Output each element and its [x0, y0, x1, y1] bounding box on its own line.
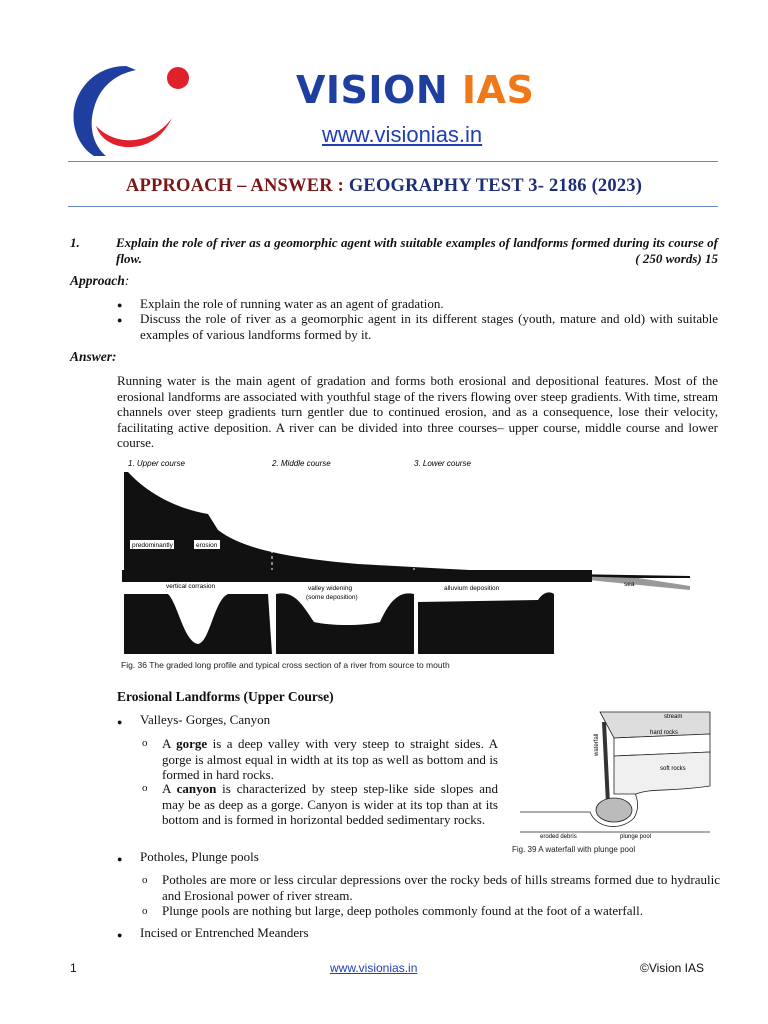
answer-label: Answer:: [70, 349, 117, 364]
figure36-caption: Fig. 36 The graded long profile and typical cross section of a river from source to mouth: [121, 660, 450, 670]
sub-bullet-icon: o: [142, 905, 148, 917]
gorge-term: gorge: [176, 736, 208, 751]
header-divider-top: [68, 161, 718, 162]
canyon-post: is characterized by steep step-like side slopes and may be as deep as a gorge. Canyon is wider at its top than at its bottom and is formed in horizontal bedded sedimentary rocks.: [162, 781, 498, 827]
question-text: [116, 235, 718, 267]
waterfall-plunge-pool-figure: [510, 708, 720, 846]
page-title: [0, 176, 768, 197]
stage-upper-label: 1. Upper course: [128, 459, 185, 468]
landform-sub-plunge-pools: Plunge pools are nothing but large, deep potholes commonly found at the foot of a waterfall.: [162, 903, 644, 918]
fig39-label-plunge-pool: plunge pool: [620, 834, 652, 840]
title-part1: APPROACH – ANSWER :: [125, 176, 349, 196]
page-number: 1: [70, 961, 77, 975]
sub-bullet-icon: o: [142, 874, 148, 886]
landform-sub-gorge: [162, 736, 498, 783]
gorge-pre: A: [162, 736, 177, 751]
landform-sub-canyon: [162, 781, 498, 828]
section-label-sea: sea: [624, 581, 635, 588]
approach-label: [70, 273, 129, 289]
landform-item-valleys: Valleys- Gorges, Canyon: [140, 712, 271, 727]
profile-label-deposition: deposition: [436, 543, 466, 550]
title-part2: GEOGRAPHY TEST 3- 2186 (2023): [348, 176, 643, 196]
logo-wordmark: [296, 68, 534, 112]
landform-item-potholes: Potholes, Plunge pools: [140, 849, 259, 864]
profile-label-erosion: erosion: [196, 542, 218, 549]
site-url-link[interactable]: www.visionias.in: [322, 122, 483, 147]
sub-bullet-icon: o: [142, 782, 148, 794]
landform-item-meanders: Incised or Entrenched Meanders: [140, 925, 309, 940]
question-number: 1.: [70, 235, 80, 250]
fig39-label-soft-rocks: soft rocks: [660, 766, 686, 772]
fig39-label-hard-rocks: hard rocks: [650, 730, 679, 736]
canyon-pre: A: [162, 781, 177, 796]
logo-word-ias: IAS: [461, 68, 535, 112]
sub-bullet-icon: o: [142, 737, 148, 749]
stage-middle-label: 2. Middle course: [272, 459, 331, 468]
profile-label-predominantly: predominantly: [132, 542, 173, 549]
approach-point: Explain the role of running water as an agent of gradation.: [140, 296, 444, 311]
bullet-icon: ●: [117, 854, 123, 864]
question-body: Explain the role of river as a geomorphic agent with suitable examples of landforms formed during its course of flow.: [116, 235, 718, 266]
approach-point: Discuss the role of river as a geomorphic agent in its different stages (youth, mature and old) with suitable examples of various landforms formed by it.: [140, 311, 718, 342]
bullet-icon: ●: [117, 930, 123, 940]
section-label-some-deposition: (some deposition): [306, 594, 358, 601]
fig39-label-eroded-debris: eroded debris: [540, 834, 577, 840]
profile-label-transportation: transportation: [294, 543, 334, 550]
fig39-label-stream: stream: [664, 714, 683, 720]
answer-paragraph: Running water is the main agent of gradation and forms both erosional and depositional features. Most of the erosional landforms are associated with youthful stage of the rivers flowing over steep gradients. With time, stream channels over steep gradients turn gentler due to continued erosion, and as a consequence, lose their velocity, facilitating active deposition. A river can be divided into three courses– upper course, middle course and lower course.: [117, 373, 718, 450]
footer-url-link[interactable]: www.visionias.in: [330, 961, 418, 975]
section-label-alluvium: alluvium deposition: [444, 585, 500, 592]
fig39-label-waterfall: waterfall: [594, 733, 600, 756]
canyon-term: canyon: [176, 781, 217, 796]
question-word-limit: ( 250 words) 15: [635, 251, 718, 266]
section-heading-erosional: Erosional Landforms (Upper Course): [117, 689, 334, 704]
river-profile-figure: [118, 454, 690, 676]
section-label-vertical-corrasion: vertical corrasion: [166, 583, 216, 590]
gorge-post: is a deep valley with very steep to straight sides. A gorge is almost equal in width at its top as well as bottom and is formed in hard rocks.: [162, 736, 498, 782]
bullet-icon: ●: [117, 717, 123, 727]
footer-copyright: ©Vision IAS: [640, 961, 704, 975]
header-divider-bottom: [68, 206, 718, 207]
logo-icon: [66, 56, 196, 156]
logo-word-vision: VISION: [296, 68, 449, 112]
stage-lower-label: 3. Lower course: [414, 459, 471, 468]
section-label-valley-widening: valley widening: [308, 585, 353, 592]
approach-label-text: Approach: [70, 273, 125, 288]
bullet-icon: ●: [117, 300, 123, 310]
landform-sub-potholes: Potholes are more or less circular depressions over the rocky beds of hills streams formed due to hydraulic and Erosional power of river stream.: [162, 872, 720, 903]
figure39-caption: Fig. 39 A waterfall with plunge pool: [512, 845, 636, 854]
bullet-icon: ●: [117, 315, 123, 325]
approach-label-colon: :: [124, 273, 130, 288]
